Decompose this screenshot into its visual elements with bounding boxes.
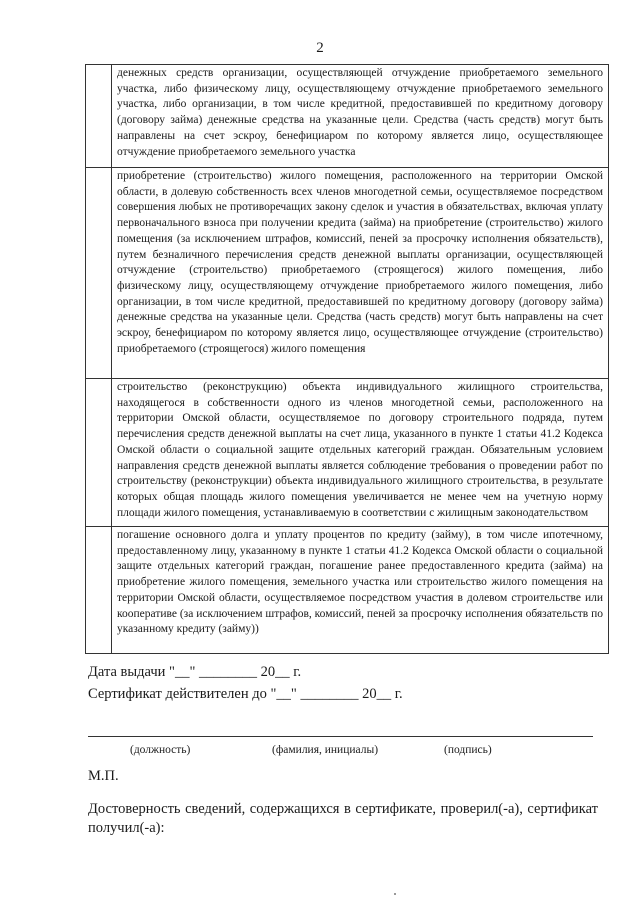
table-left-cell [86,527,112,654]
table-row [86,379,609,527]
verification-text: Достоверность сведений, содержащихся в сертификате, проверил(-а), сертификат получил(-а): [88,801,598,836]
table-left-cell [86,379,112,527]
scan-dot [394,893,396,895]
signature-caption: (подпись) [444,744,492,756]
table-row [86,527,609,654]
table-text-cell: строительство (реконструкцию) объекта индивидуального жилищного строительства, находящегося в собственности одного из членов многодетной семьи, расположенного на территории Омской области, осуществляемое по договору строительного подряда, путем перечисления средств денежной выплаты на счет лица, указанного в пункте 1 статьи 41.2 Кодекса Омской области о социальной защите отдельных категорий граждан. Обязательным условием направления средств денежной выплаты является соблюдение требования о проведении работ по строительству (реконструкции) объекта индивидуального жилищного строительства, в результате которых общая площадь жилого помещения увеличивается не менее чем на учетную норму площади жилого помещения, устанавливаемую в соответствии с жилищным законодательством [112,379,609,527]
table-text-cell: денежных средств организации, осуществляющей отчуждение приобретаемого земельного участка, либо физическому лицу, осуществляющему отчуждение приобретаемого земельного участка, либо организации, в том числе кредитной, предоставившей по кредитному договору (договору займа) денежные средства на указанные цели. Средства (часть средств) могут быть направлены на счет эскроу, бенефициаром по которому является лицо, осуществляющее отчуждение приобретаемого земельного участка [112,65,609,168]
table-left-cell [86,168,112,379]
issue-date-line: Дата выдачи "__" ________ 20__ г. [88,664,302,680]
table-left-cell [86,65,112,168]
position-caption: (должность) [130,744,191,756]
signature-line [88,736,593,737]
name-caption: (фамилия, инициалы) [272,744,379,756]
payment-purposes-table [85,64,609,654]
table-text-cell: приобретение (строительство) жилого помещения, расположенного на территории Омской области, в долевую собственность всех членов многодетной семьи, осуществляемое посредством совершения любых не противоречащих закону сделок и участия в обязательствах, включая уплату первоначального взноса при получении кредита (займа) на приобретение (строительство) жилого помещения (за исключением штрафов, комиссий, пеней за просрочку исполнения обязательств), путем безналичного перечисления средств денежной выплаты организации, осуществляющей отчуждение (строительство) приобретаемого (строящегося) жилого помещения, либо физическому лицу, осуществляющему отчуждение приобретаемого жилого помещения, либо организации, в том числе кредитной, предоставившей по кредитному договору (договору займа) денежные средства на указанные цели. Средства (часть средств) могут быть направлены на счет эскроу, бенефициаром по которому является лицо, осуществляющее отчуждение (строительство) приобретаемого (строящегося) жилого помещения [112,168,609,379]
table-row [86,65,609,168]
table-row [86,168,609,379]
page-number: 2 [316,40,324,56]
table-text-cell: погашение основного долга и уплату процентов по кредиту (займу), в том числе ипотечному, предоставленному лицу, указанному в пункте 1 статьи 41.2 Кодекса Омской области о социальной защите отдельных категорий граждан, погашение ранее предоставленного кредита (займа) на приобретение жилого помещения, земельного участка или строительство жилого помещения на территории Омской области, осуществляемое посредством участия в долевом строительстве или кооперативе (за исключением штрафов, комиссий, пеней за просрочку исполнения обязательств по указанному кредиту (займу)) [112,527,609,654]
valid-until-line: Сертификат действителен до "__" ________ 20__ г. [88,686,403,702]
stamp-place: М.П. [88,768,119,784]
